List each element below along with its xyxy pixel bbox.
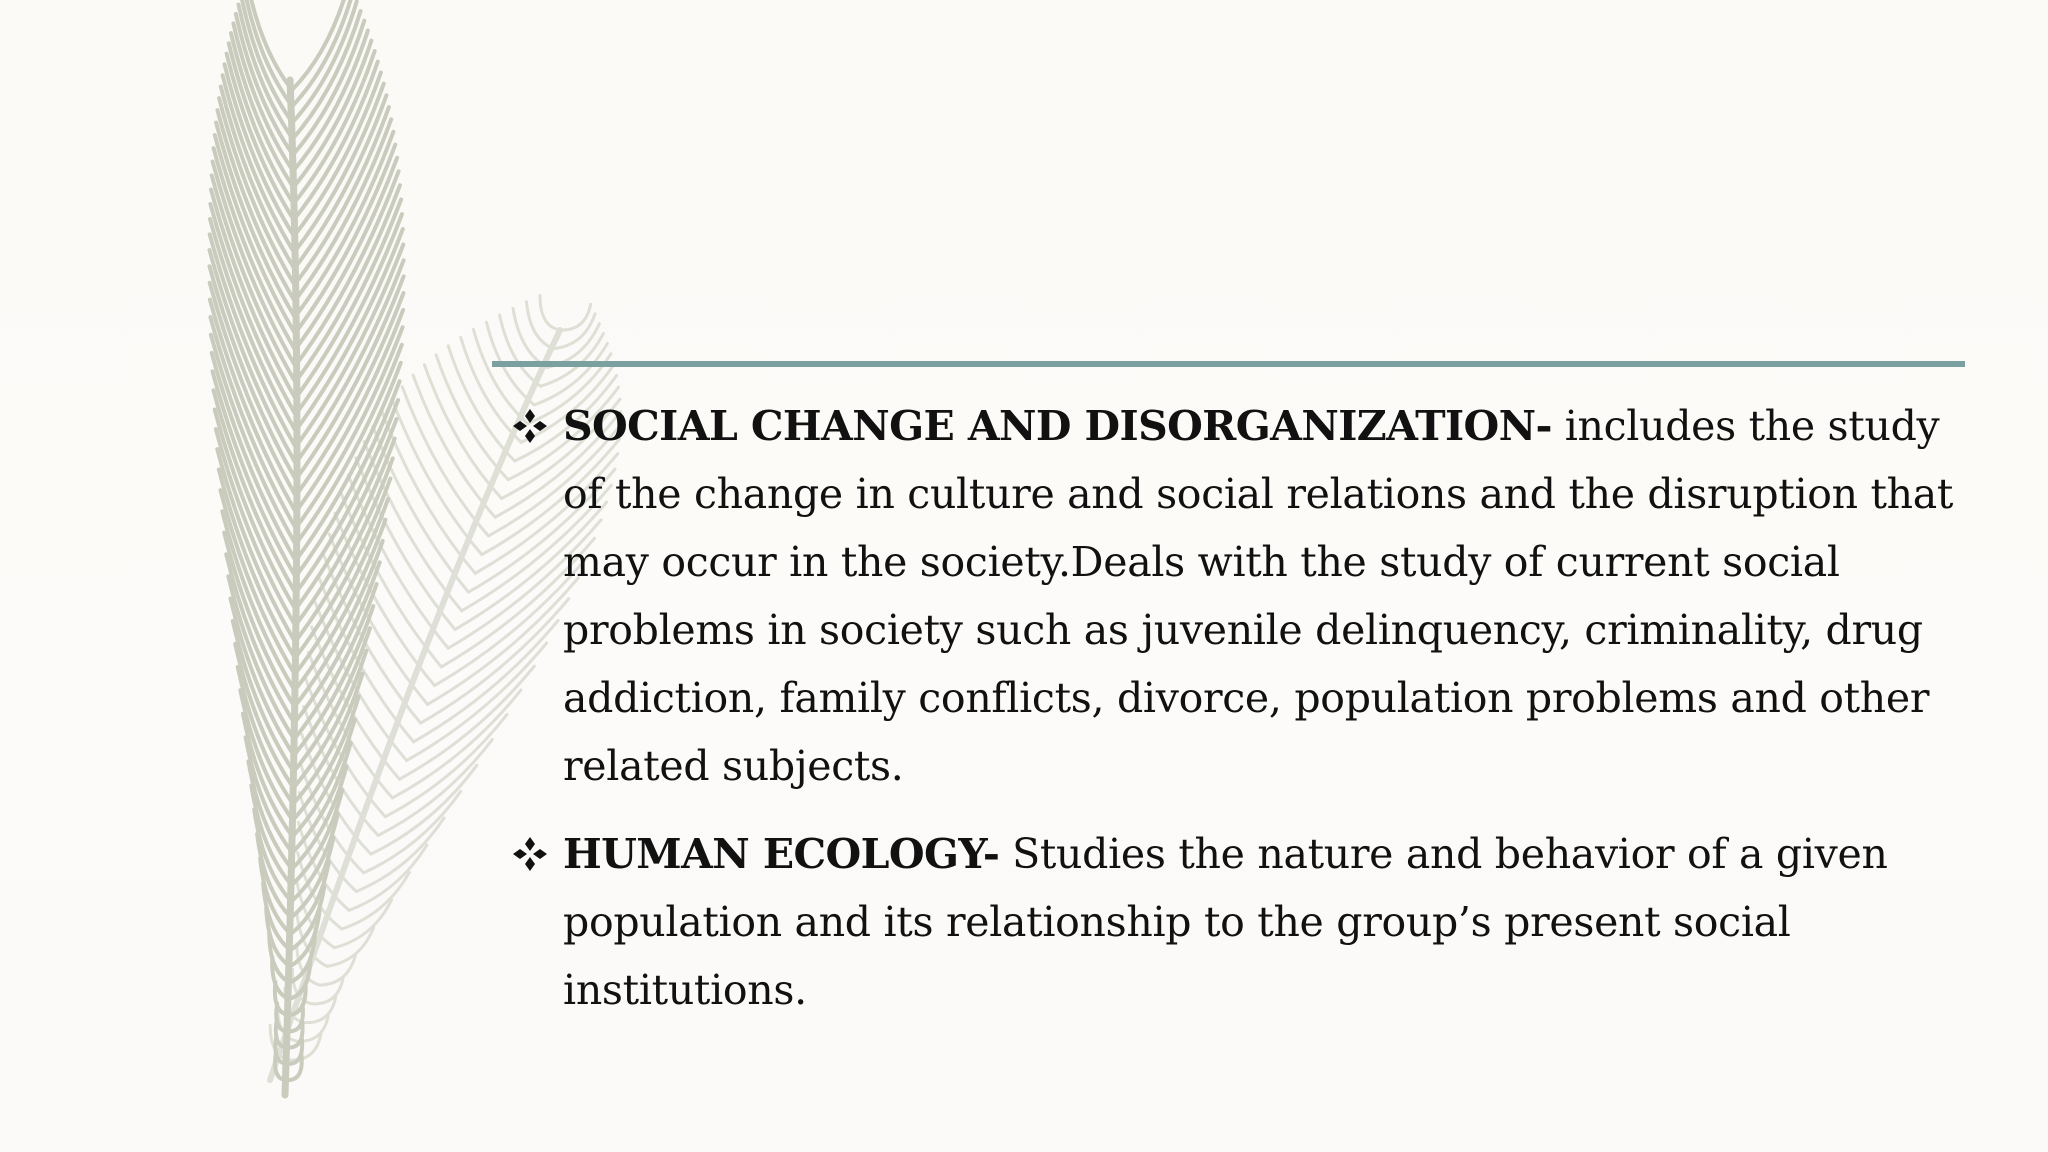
- feather-barb: [364, 791, 461, 872]
- diamond-bullet-icon: [510, 392, 556, 460]
- feather-barb: [540, 295, 560, 330]
- diamond-bullet-icon: [510, 820, 556, 888]
- bullet-term: HUMAN ECOLOGY-: [563, 830, 1000, 878]
- feather-barb: [392, 690, 521, 798]
- feather-barb: [320, 955, 356, 985]
- feather-barb: [500, 315, 541, 386]
- feather-barb: [382, 412, 475, 573]
- bullet-social-change: [510, 392, 1970, 800]
- bullet-term: SOCIAL CHANGE AND DISORGANIZATION-: [563, 402, 1552, 450]
- feather-barb: [373, 426, 469, 592]
- title-divider: [492, 361, 1965, 367]
- bullet-human-ecology: [510, 820, 1970, 1024]
- bullet-text: Studies the nature and behavior of a given population and its relationship to the group’s present social institutions.: [563, 830, 1888, 1014]
- feather-barb: [312, 978, 343, 1004]
- bullet-text: includes the study of the change in culture and social relations and the disruption that may occur in the society.Deals with the study of current social problems in society such as juvenile delinquency, criminality, drug addiction, family conflicts, divorce, population problems and other related subjects.: [563, 402, 1954, 790]
- bullet-list: [510, 392, 1970, 1044]
- feather-barb: [560, 304, 591, 330]
